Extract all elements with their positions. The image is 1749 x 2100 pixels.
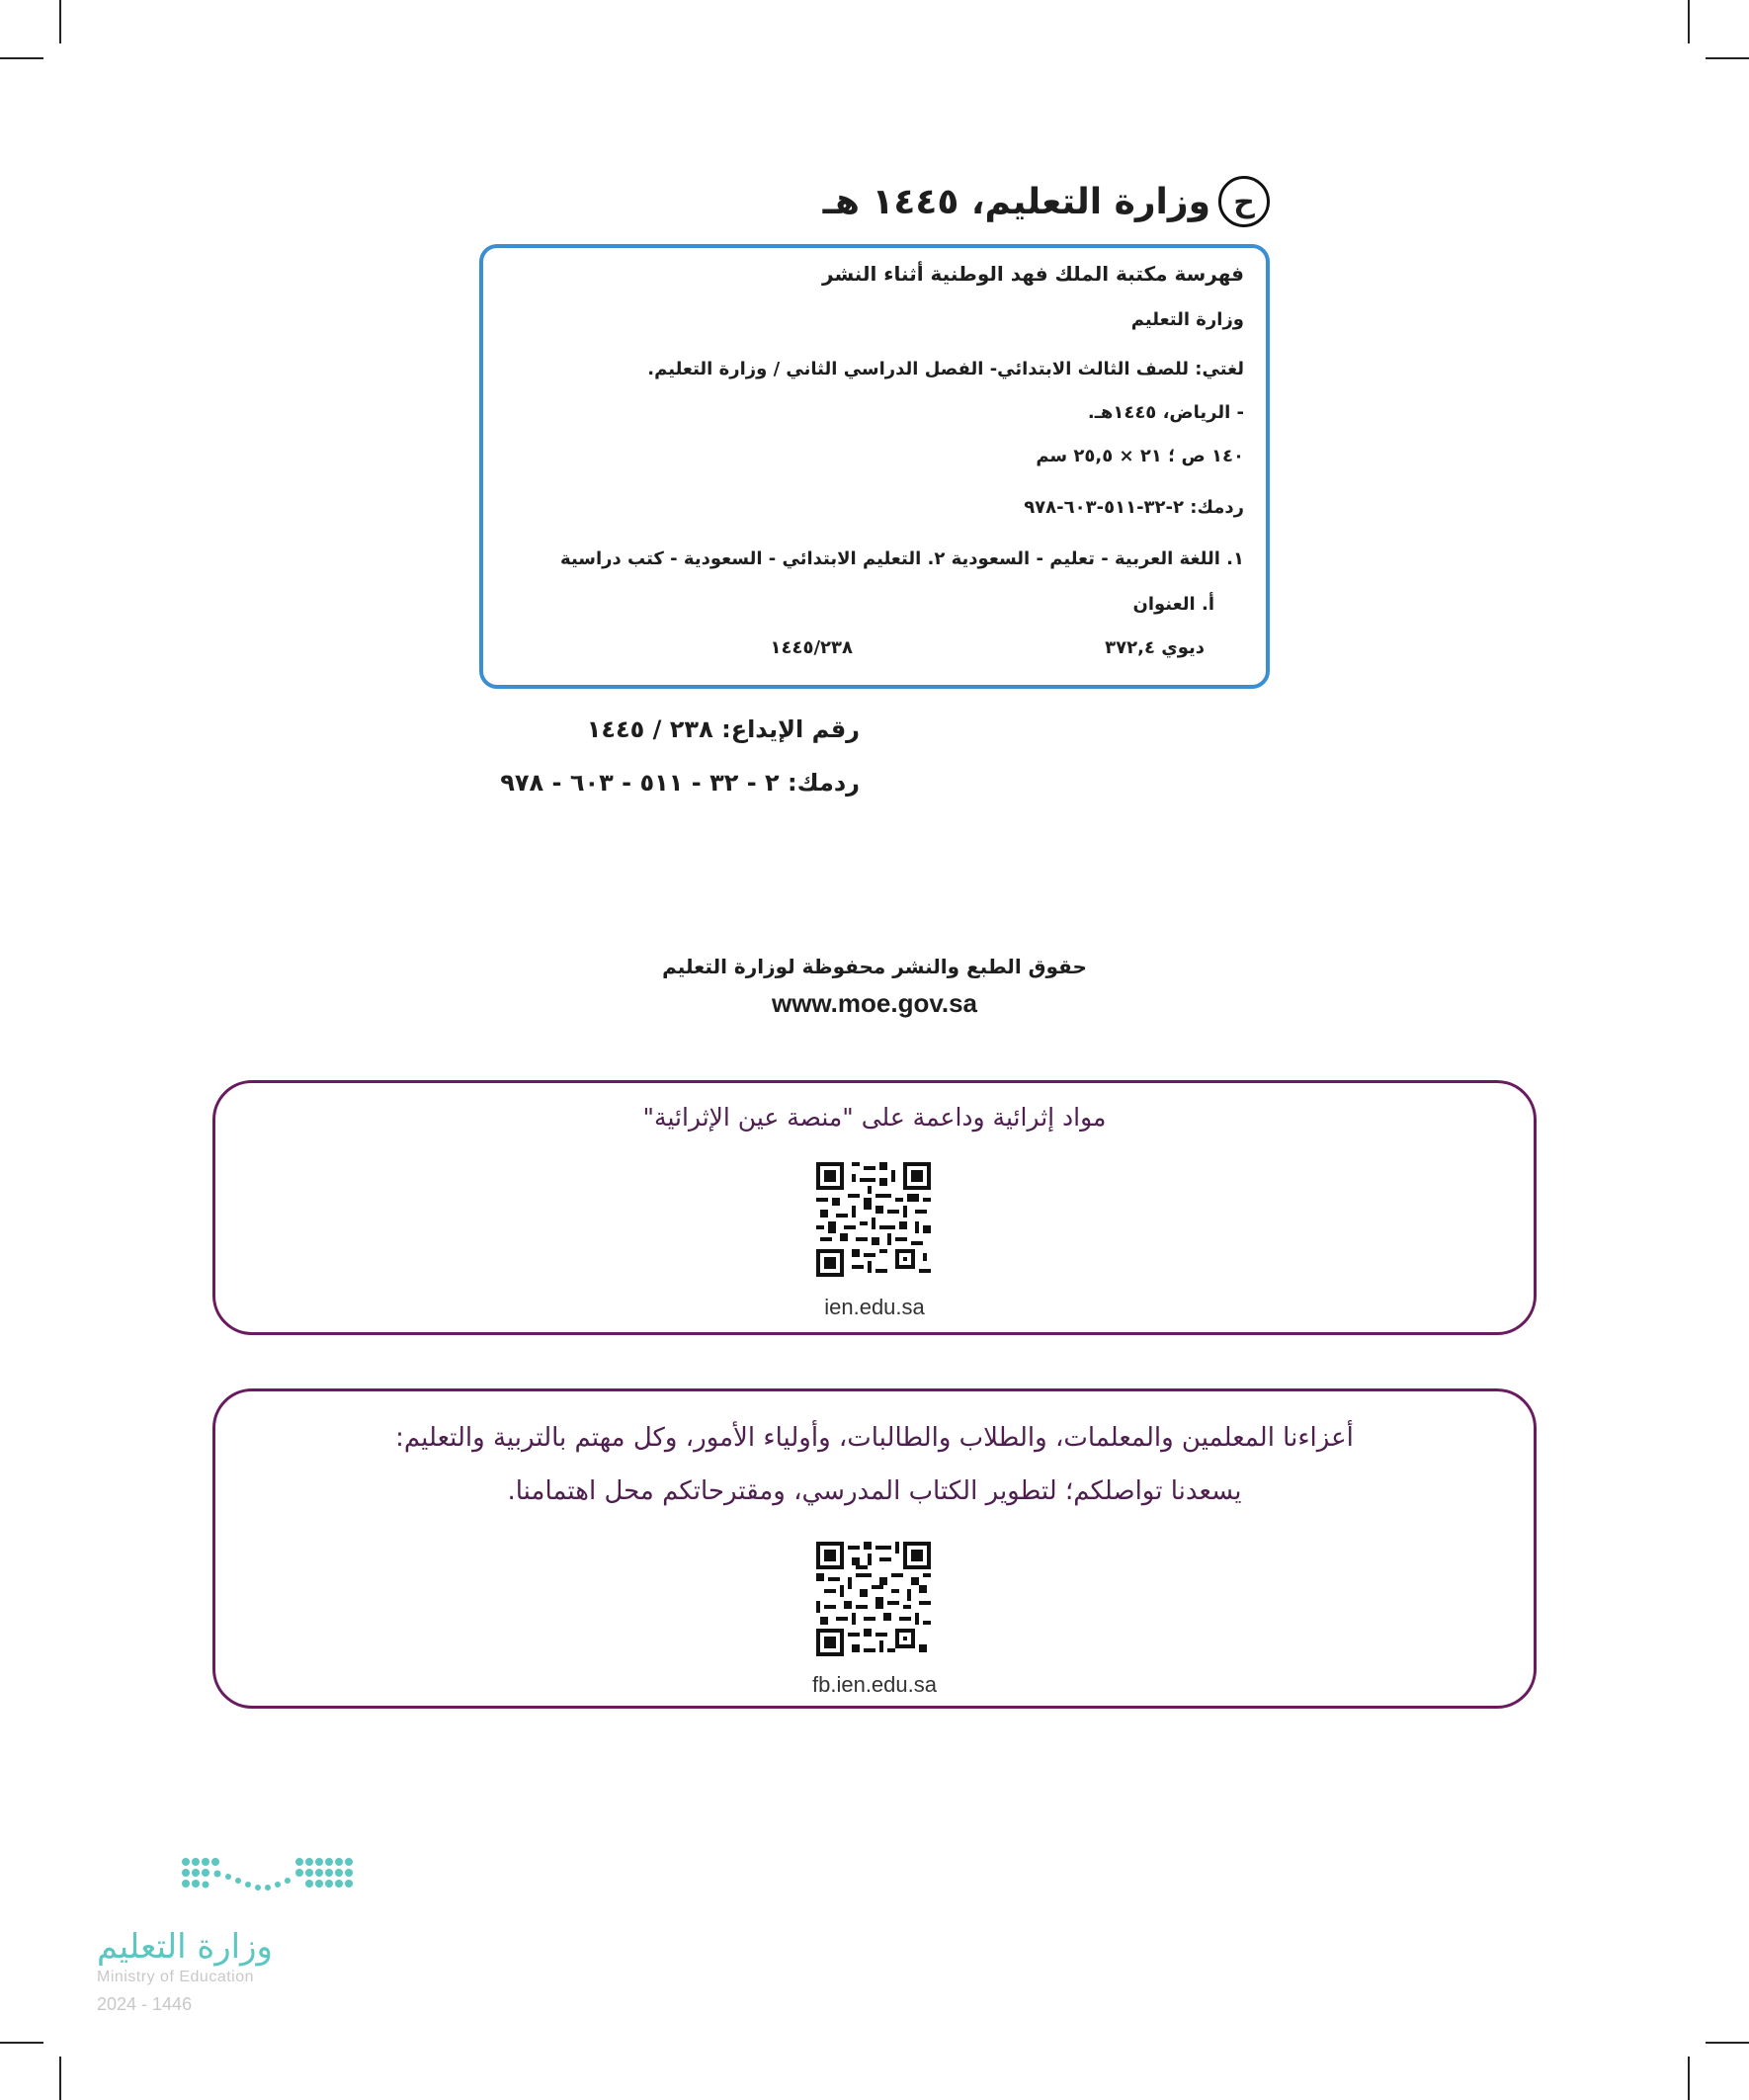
- crop-mark: [1688, 2057, 1690, 2100]
- cip-heading: فهرسة مكتبة الملك فهد الوطنية أثناء النشر: [822, 262, 1244, 286]
- enrichment-box: [212, 1080, 1537, 1335]
- cip-dewey: ديوي ٣٧٢,٤: [1105, 637, 1205, 658]
- ministry-name-english: Ministry of Education: [97, 1969, 255, 1985]
- cip-title-line: لغتي: للصف الثالث الابتدائي- الفصل الدراسي الثاني / وزارة التعليم.: [647, 359, 1244, 379]
- cip-box: [479, 244, 1270, 689]
- enrichment-title: مواد إثرائية وداعمة على "منصة عين الإثرائية": [642, 1103, 1107, 1132]
- feedback-link[interactable]: fb.ien.edu.sa: [812, 1672, 937, 1697]
- qr-code-icon[interactable]: [816, 1162, 931, 1277]
- crop-mark: [0, 57, 43, 59]
- feedback-line-2: يسعدنا تواصلكم؛ لتطوير الكتاب المدرسي، ومقترحاتكم محل اهتمامنا.: [507, 1476, 1242, 1506]
- ministry-name-arabic: وزارة التعليم: [97, 1927, 273, 1967]
- cip-deposit-short: ١٤٤٥/٢٣٨: [770, 637, 853, 658]
- feedback-box: [212, 1388, 1537, 1709]
- cip-author: وزارة التعليم: [1130, 309, 1244, 330]
- copyright-text: وزارة التعليم، ١٤٤٥ هـ: [822, 181, 1210, 222]
- cip-title-entry: أ. العنوان: [1132, 594, 1214, 615]
- feedback-line-1: أعزاءنا المعلمين والمعلمات، والطلاب والطالبات، وأولياء الأمور، وكل مهتم بالتربية والتعليم:: [395, 1423, 1354, 1453]
- enrichment-link[interactable]: ien.edu.sa: [824, 1295, 925, 1319]
- crop-mark: [1706, 2042, 1749, 2044]
- cip-pages-line: ١٤٠ ص ؛ ٢١ × ٢٥,٥ سم: [1036, 446, 1244, 466]
- ministry-logo-icon: [97, 1856, 354, 1919]
- edition-year: 2024 - 1446: [97, 1994, 193, 2014]
- moe-website-link[interactable]: www.moe.gov.sa: [771, 988, 978, 1018]
- crop-mark: [59, 0, 61, 43]
- crop-mark: [59, 2057, 61, 2100]
- cip-place-line: - الرياض، ١٤٤٥هـ.: [1087, 402, 1244, 423]
- deposit-number: رقم الإيداع: ٢٣٨ / ١٤٤٥: [586, 715, 860, 743]
- copyright-symbol: ح: [1218, 176, 1270, 227]
- qr-code-icon[interactable]: [816, 1542, 931, 1656]
- crop-mark: [0, 2042, 43, 2044]
- cip-isbn-line: ردمك: ٢-٣٢-٥١١-٦٠٣-٩٧٨: [1024, 497, 1244, 518]
- isbn-number: ردمك: ٢ - ٣٢ - ٥١١ - ٦٠٣ - ٩٧٨: [500, 769, 860, 797]
- copyright-heading: [823, 176, 1270, 227]
- crop-mark: [1706, 57, 1749, 59]
- cip-subjects-line: ١. اللغة العربية - تعليم - السعودية ٢. التعليم الابتدائي - السعودية - كتب دراسية: [560, 548, 1244, 569]
- crop-mark: [1688, 0, 1690, 43]
- rights-text: حقوق الطبع والنشر محفوظة لوزارة التعليم: [662, 955, 1087, 978]
